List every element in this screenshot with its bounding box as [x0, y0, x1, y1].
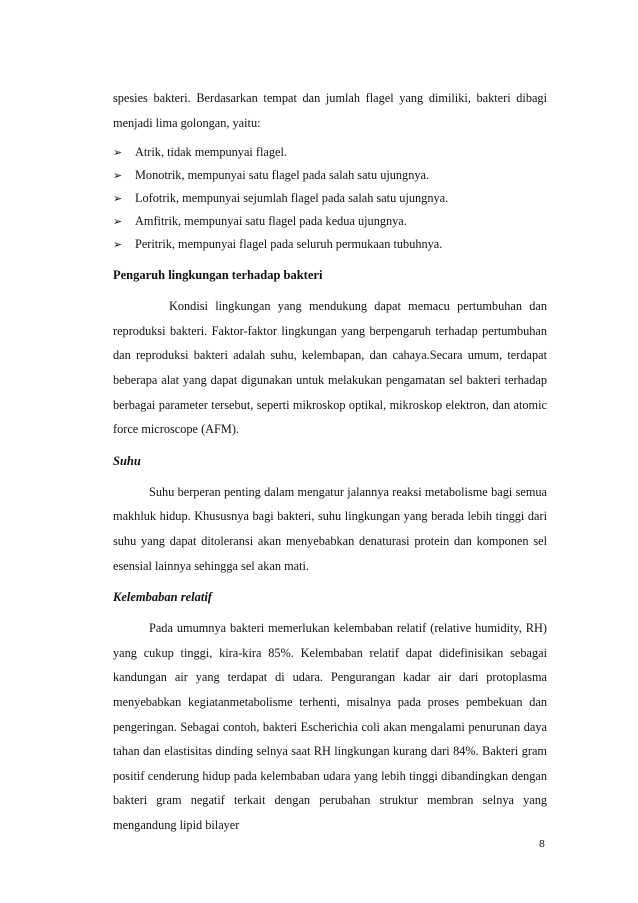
document-page: [113, 86, 547, 837]
arrowhead-bullet-icon: ➢: [113, 169, 123, 183]
flagella-type-list: [113, 141, 547, 256]
intro-paragraph: spesies bakteri. Berdasarkan tempat dan jumlah flagel yang dimiliki, bakteri dibagi menjadi lima golongan, yaitu:: [113, 91, 547, 130]
page-number: 8: [539, 838, 545, 850]
section-heading-lingkungan: Pengaruh lingkungan terhadap bakteri: [113, 268, 323, 283]
section-heading-kelembaban: Kelembaban relatif: [113, 590, 212, 605]
section-body-suhu: Suhu berperan penting dalam mengatur jalannya reaksi metabolisme bagi semua makhluk hidup. Khususnya bagi bakteri, suhu lingkungan yang berada lebih tinggi dari suhu yang dapat ditoleransi akan menyebabkan denaturasi protein dan komponen sel esensial lainnya sehingga sel akan mati.: [113, 484, 547, 573]
section-heading-suhu: Suhu: [113, 453, 141, 468]
section-body-kelembaban: Pada umumnya bakteri memerlukan kelembaban relatif (relative humidity, RH) yang cukup tinggi, kira-kira 85%. Kelembaban relatif dapat didefinisikan sebagai kandungan air yang terdapat di udara. Pengurangan kadar air dari protoplasma menyebabkan kegiatanmetabolisme terhenti, misalnya pada proses pembekuan dan pengeringan. Sebagai contoh, bakteri Escherichia coli akan mengalami penurunan daya tahan dan elastisitas dinding selnya saat RH lingkungan kurang dari 84%. Bakteri gram positif cenderung hidup pada kelembaban udara yang lebih tinggi dibandingkan dengan bakteri gram negatif terkait dengan perubahan struktur membran selnya yang mengandung lipid bilayer: [113, 621, 547, 832]
arrowhead-bullet-icon: ➢: [113, 146, 123, 160]
list-item: ➢ Atrik, tidak mempunyai flagel.: [113, 141, 547, 164]
list-item: ➢ Monotrik, mempunyai satu flagel pada salah satu ujungnya.: [113, 164, 547, 187]
list-item: ➢ Peritrik, mempunyai flagel pada seluruh permukaan tubuhnya.: [113, 233, 547, 256]
list-item: ➢ Lofotrik, mempunyai sejumlah flagel pada salah satu ujungnya.: [113, 187, 547, 210]
arrowhead-bullet-icon: ➢: [113, 238, 123, 252]
arrowhead-bullet-icon: ➢: [113, 192, 123, 206]
section-body-lingkungan: Kondisi lingkungan yang mendukung dapat memacu pertumbuhan dan reproduksi bakteri. Faktor-faktor lingkungan yang berpengaruh terhadap pertumbuhan dan reproduksi bakteri adalah suhu, kelembapan, dan cahaya.Secara umum, terdapat beberapa alat yang dapat digunakan untuk melakukan pengamatan sel bakteri terhadap berbagai parameter tersebut, seperti mikroskop optikal, mikroskop elektron, dan atomic force microscope (AFM).: [113, 299, 547, 437]
list-item: ➢ Amfitrik, mempunyai satu flagel pada kedua ujungnya.: [113, 210, 547, 233]
arrowhead-bullet-icon: ➢: [113, 215, 123, 229]
